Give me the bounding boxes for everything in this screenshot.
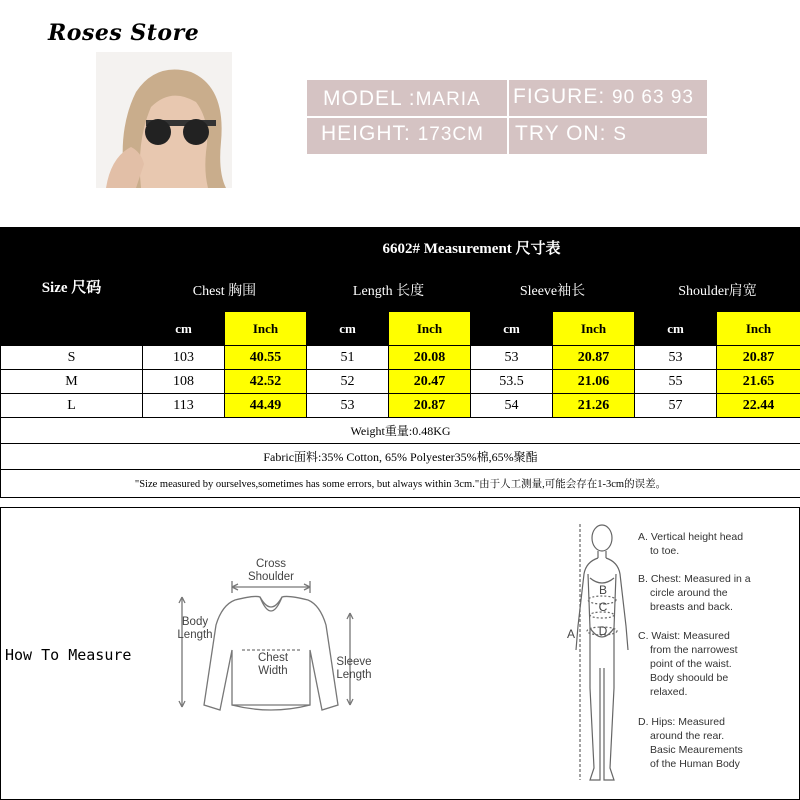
table-cell: 53.5 [471,370,553,394]
note-c: C. Waist: Measured from the narrowest point of the waist. Body shoould be relaxed. [638,630,738,698]
table-cell: 53 [307,394,389,418]
model-photo [96,52,232,188]
column-chest: Chest 胸围 [143,268,307,312]
note-b: B. Chest: Measured in a circle around the breasts and back. [638,573,751,613]
column-sleeve: Sleeve袖长 [471,268,635,312]
model-figure: FIGURE: 90 63 93 [513,85,694,108]
model-name: MODEL :MARIA [323,87,481,110]
table-title: 6602# Measurement 尺寸表 [143,228,800,268]
unit-cm: cm [307,312,389,346]
table-cell: 20.87 [553,346,635,370]
table-cell: 52 [307,370,389,394]
table-cell: 21.26 [553,394,635,418]
unit-cm: cm [143,312,225,346]
size-label: S [1,346,143,370]
table-cell: 51 [307,346,389,370]
table-cell: 53 [471,346,553,370]
sleeve-length-label: Sleeve Length [336,656,372,681]
table-row [1,346,800,370]
body-letter-c: C [598,600,608,614]
table-cell: 42.52 [225,370,307,394]
unit-inch: Inch [553,312,635,346]
table-cell: 21.65 [717,370,800,394]
table-row [1,394,800,418]
table-cell: 53 [635,346,717,370]
size-header: Size 尺码 [1,228,143,346]
body-length-label: Body Length [177,616,213,641]
table-cell: 103 [143,346,225,370]
table-cell: 57 [635,394,717,418]
table-cell: 20.47 [389,370,471,394]
model-info-box [307,80,707,154]
note-d: D. Hips: Measured around the rear. Basic Meaurements of the Human Body [638,716,743,770]
unit-cm: cm [471,312,553,346]
table-row [1,370,800,394]
cross-shoulder-label: Cross Shoulder [247,558,295,583]
unit-inch: Inch [717,312,800,346]
unit-inch: Inch [225,312,307,346]
body-letter-b: B [598,583,607,597]
table-cell: 20.08 [389,346,471,370]
table-cell: 20.87 [389,394,471,418]
model-height: HEIGHT: 173CM [321,122,484,145]
size-table [0,227,800,498]
column-length: Length 长度 [307,268,471,312]
unit-cm: cm [635,312,717,346]
table-cell: 108 [143,370,225,394]
table-cell: 20.87 [717,346,800,370]
body-diagram [560,518,640,790]
column-shoulder: Shoulder肩宽 [635,268,800,312]
chest-width-label: Chest Width [257,652,289,677]
table-cell: 113 [143,394,225,418]
size-label: L [1,394,143,418]
table-cell: 54 [471,394,553,418]
how-to-measure-title: How To Measure [5,646,132,664]
measurement-note: "Size measured by ourselves,sometimes has some errors, but always within 3cm."由于人工测量,可能会存在1-3cm的误差。 [1,470,800,498]
table-cell: 21.06 [553,370,635,394]
body-letter-d: D [598,624,608,638]
table-cell: 44.49 [225,394,307,418]
table-cell: 55 [635,370,717,394]
body-letter-a: A [566,627,575,641]
fabric-row: Fabric面料:35% Cotton, 65% Polyester35%棉,65%聚酯 [1,444,800,470]
model-tryon: TRY ON: S [515,122,627,145]
weight-row: Weight重量:0.48KG [1,418,800,444]
unit-inch: Inch [389,312,471,346]
table-cell: 40.55 [225,346,307,370]
brand-logo: Roses Store [48,20,200,46]
table-cell: 22.44 [717,394,800,418]
note-a: A. Vertical height head to toe. [638,531,744,557]
size-label: M [1,370,143,394]
